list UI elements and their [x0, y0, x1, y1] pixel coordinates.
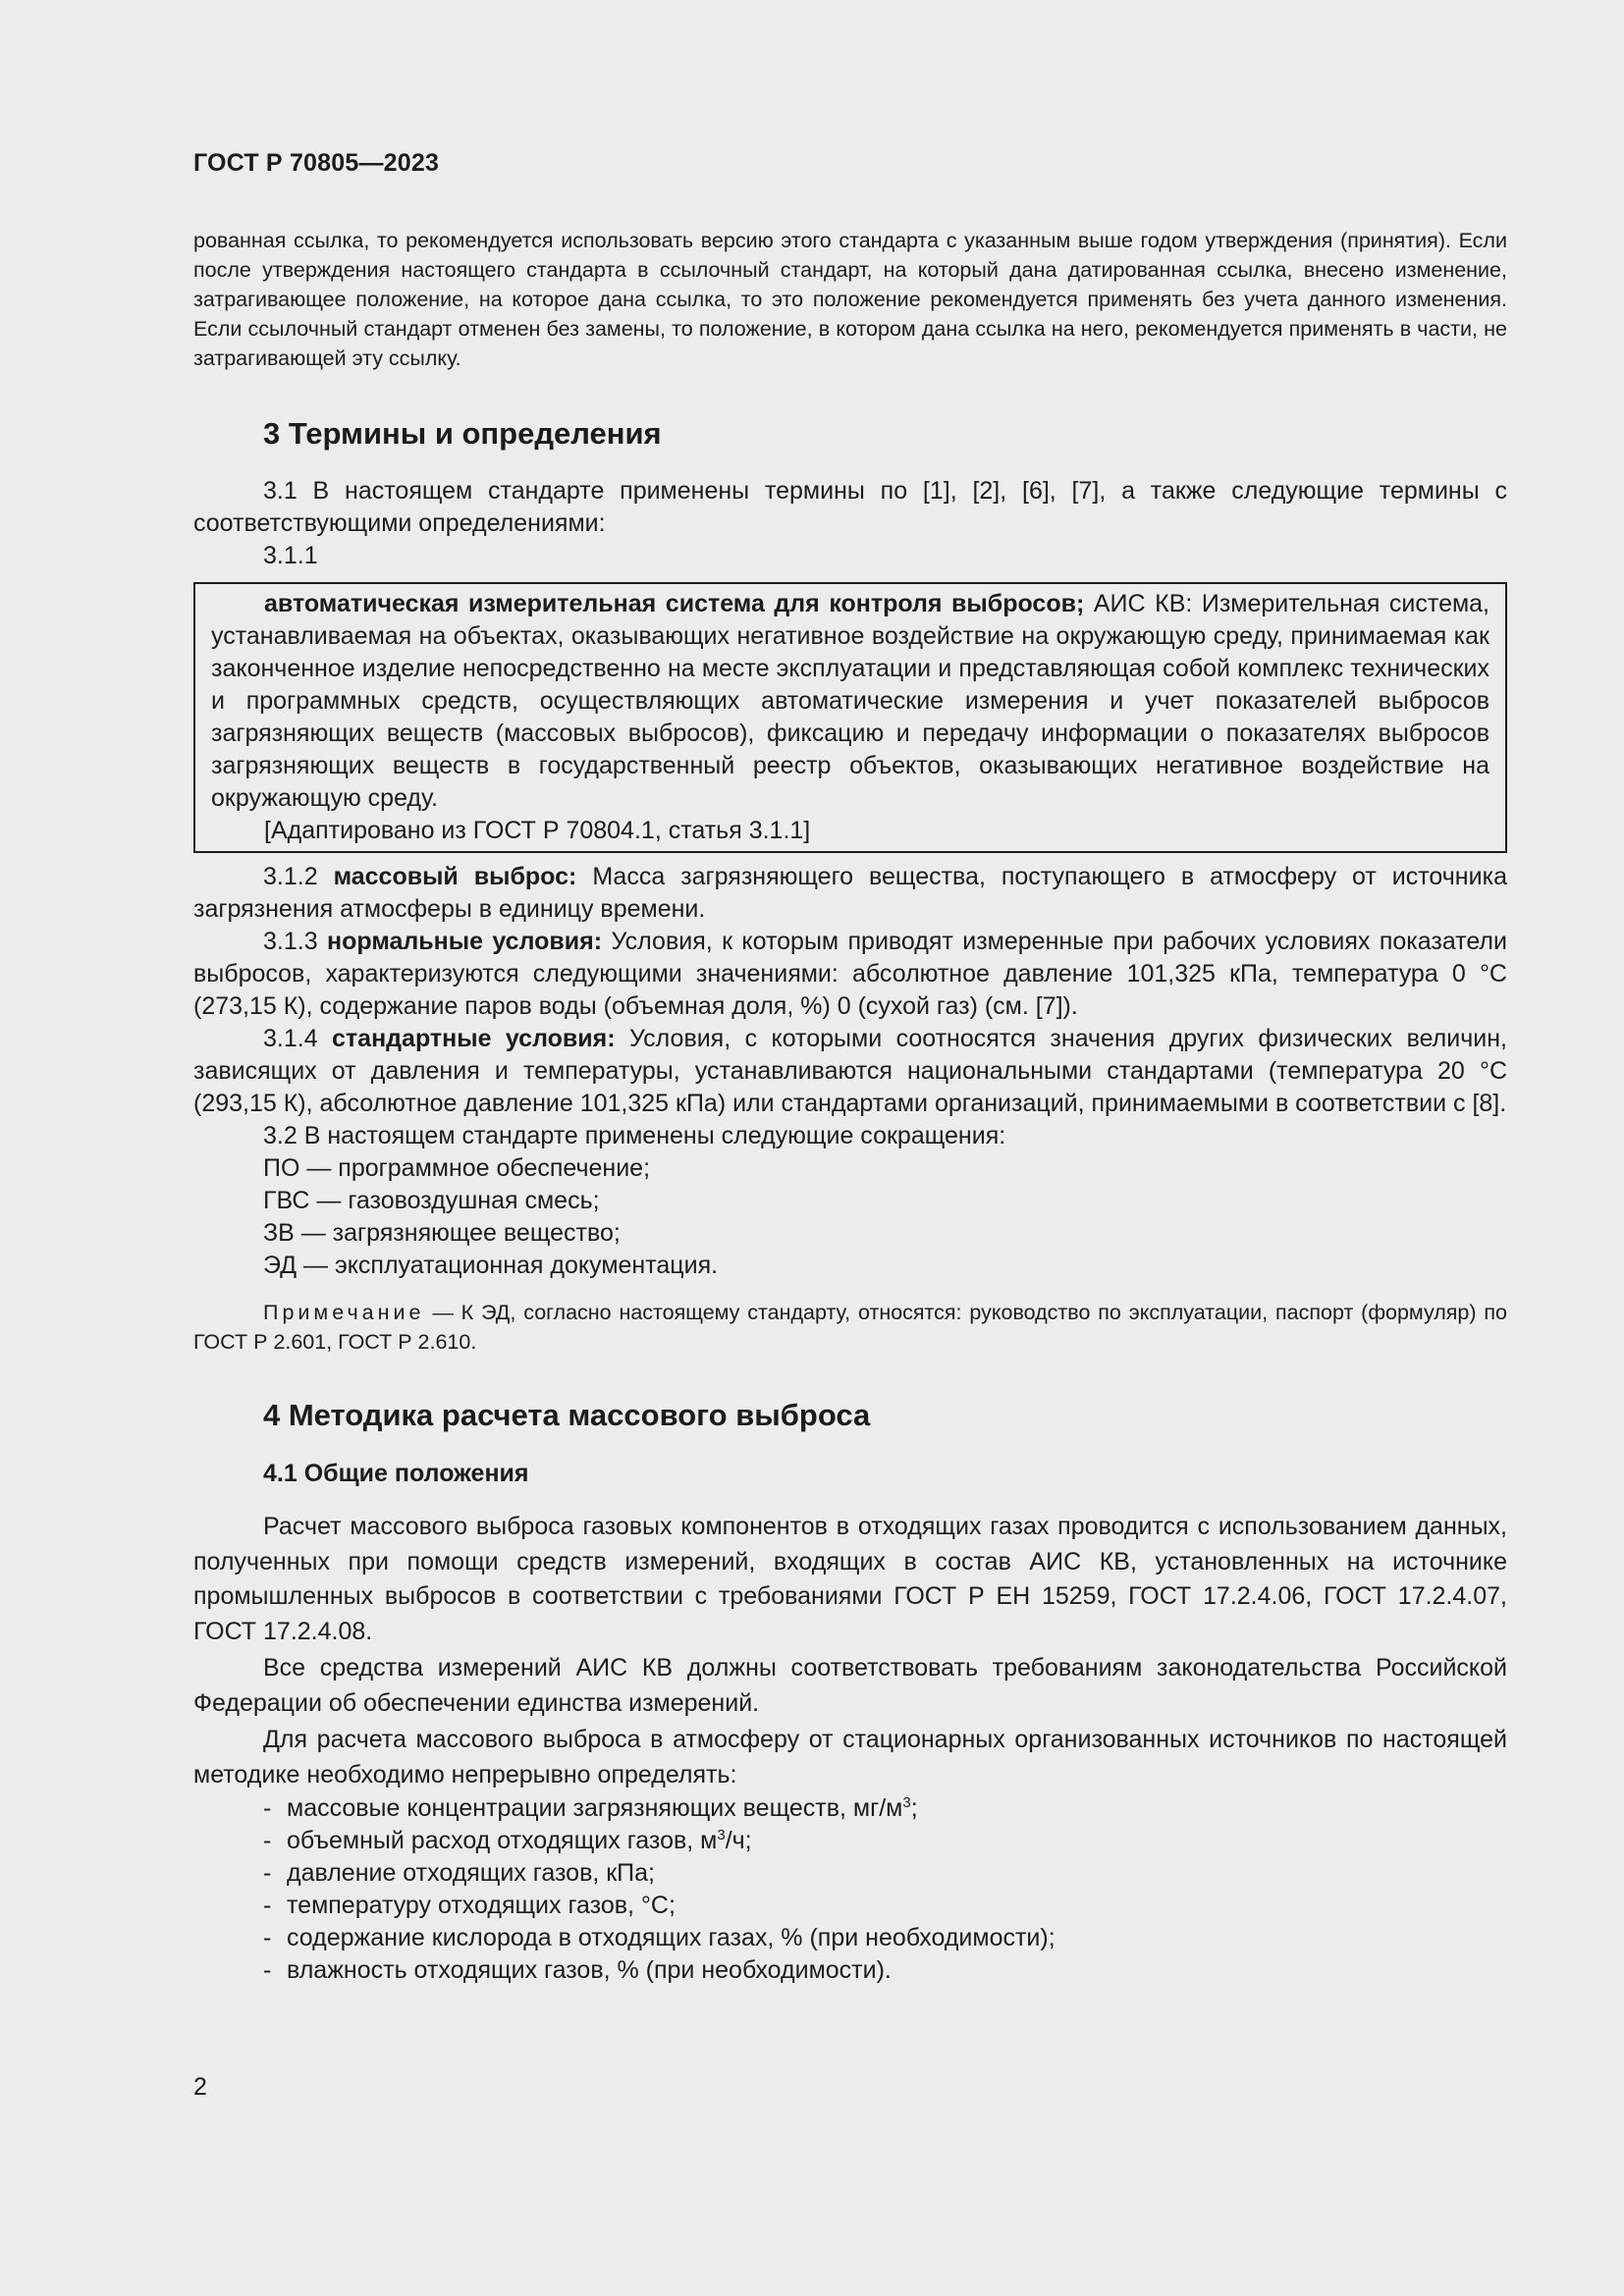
term-normal-conditions: нормальные условия: [327, 928, 603, 955]
paragraph-3-1: 3.1 В настоящем стандарте применены термины по [1], [2], [6], [7], а также следующие термины с соответствующими определениями: [193, 477, 1507, 537]
term-ais-kv: автоматическая измерительная система для контроля выбросов; [264, 590, 1085, 617]
definition-3-1-1 [211, 588, 1489, 815]
subsection-4-1-heading: 4.1 Общие положения [263, 1460, 529, 1487]
list-item [193, 1792, 1507, 1825]
clause-number: 3.1.3 [263, 928, 328, 955]
abbreviation-item: ЗВ — загрязняющее вещество; [263, 1219, 621, 1247]
list-dash: - [263, 1924, 272, 1951]
definition-3-1-3 [193, 926, 1507, 1023]
list-item [193, 1922, 1507, 1954]
definition-box [193, 582, 1507, 853]
definition-text: Условия, к которым приводят измеренные при рабочих условиях показатели выбросов, характеризуются следующими значениями: абсолютное давление 101,325 кПа, температура 0 °С (273,15 К), содержание паров воды (объемная доля, %) 0 (сухой газ) (см. [7]). [193, 928, 1507, 1020]
list-dash: - [263, 1956, 272, 1984]
list-item [193, 1954, 1507, 1987]
list-text-end: ; [910, 1794, 918, 1822]
list-item [193, 1890, 1507, 1922]
list-dash: - [263, 1859, 272, 1887]
intro-paragraph: рованная ссылка, то рекомендуется использовать версию этого стандарта с указанным выше годом утверждения (принятия). Если после утверждения настоящего стандарта в ссылочный стандарт, на который дана датированная ссылка, внесено изменение, затрагивающее положение, на которое дана ссылка, то это положение рекомендуется применять без учета данного изменения. Если ссылочный стандарт отменен без замены, то положение, в котором дана ссылка на него, рекомендуется применять в части, не затрагивающей эту ссылку. [193, 229, 1507, 370]
definition-source: [Адаптировано из ГОСТ Р 70804.1, статья 3.1.1] [264, 817, 811, 844]
definition-text: Условия, с которыми соотносятся значения других физических величин, зависящих от давления и температуры, устанавливаются национальными стандартами (температура 20 °С (293,15 К), абсолютное давление 101,325 кПа) или стандартами организаций, принимаемыми в соответствии с [8]. [193, 1025, 1507, 1117]
definition-3-1-2 [193, 861, 1507, 926]
note-text: — К ЭД, согласно настоящему стандарту, относятся: руководство по эксплуатации, паспорт (формуляр) по ГОСТ Р 2.601, ГОСТ Р 2.610. [193, 1301, 1507, 1354]
abbreviation-item: ЭД — эксплуатационная документация. [263, 1252, 719, 1279]
clause-3-1-1-number: 3.1.1 [263, 542, 318, 569]
list-text: температуру отходящих газов, °С; [287, 1892, 676, 1919]
term-mass-emission: массовый выброс: [333, 863, 577, 890]
section-4-heading: 4 Методика расчета массового выброса [263, 1398, 871, 1432]
paragraph-4-1-2: Все средства измерений АИС КВ должны соответствовать требованиям законодательства Российской Федерации об обеспечении единства измерений. [193, 1654, 1507, 1717]
list-item [193, 1825, 1507, 1857]
term-standard-conditions: стандартные условия: [332, 1025, 616, 1052]
list-text: давление отходящих газов, кПа; [287, 1859, 655, 1887]
list-text: содержание кислорода в отходящих газах, % (при необходимости); [287, 1924, 1056, 1951]
list-dash: - [263, 1827, 272, 1854]
list-dash: - [263, 1892, 272, 1919]
superscript: 3 [902, 1794, 911, 1811]
abbreviation-item: ГВС — газовоздушная смесь; [263, 1187, 600, 1214]
section-3-heading: 3 Термины и определения [263, 416, 662, 451]
note [193, 1298, 1507, 1357]
superscript: 3 [717, 1827, 726, 1843]
definition-3-1-4 [193, 1023, 1507, 1120]
abbreviation-item: ПО — программное обеспечение; [263, 1154, 651, 1182]
list-item [193, 1857, 1507, 1890]
clause-number: 3.1.4 [263, 1025, 333, 1052]
note-label: Примечание [263, 1301, 425, 1324]
list-text: массовые концентрации загрязняющих веществ, мг/м [287, 1794, 903, 1822]
page-content [193, 226, 1507, 1987]
list-text: влажность отходящих газов, % (при необходимости). [287, 1956, 892, 1984]
document-header: ГОСТ Р 70805—2023 [193, 149, 440, 177]
list-dash: - [263, 1794, 272, 1822]
paragraph-3-2: 3.2 В настоящем стандарте применены следующие сокращения: [263, 1122, 1006, 1149]
list-text-end: /ч; [725, 1827, 752, 1854]
paragraph-4-1-3: Для расчета массового выброса в атмосферу от стационарных организованных источников по настоящей методике необходимо непрерывно определять: [193, 1726, 1507, 1789]
definition-text: Масса загрязняющего вещества, поступающего в атмосферу от источника загрязнения атмосферы в единицу времени. [193, 863, 1507, 923]
paragraph-4-1-1: Расчет массового выброса газовых компонентов в отходящих газах проводится с использованием данных, полученных при помощи средств измерений, входящих в состав АИС КВ, установленных на источнике промышленных выбросов в соответствии с требованиями ГОСТ Р ЕН 15259, ГОСТ 17.2.4.06, ГОСТ 17.2.4.07, ГОСТ 17.2.4.08. [193, 1513, 1507, 1645]
definition-3-1-1-text: АИС КВ: Измерительная система, устанавливаемая на объектах, оказывающих негативное воздействие на окружающую среду, принимаемая как законченное изделие непосредственно на месте эксплуатации и представляющая собой комплекс технических и программных средств, осуществляющих автоматические измерения и учет показателей выбросов загрязняющих веществ (массовых выбросов), фиксацию и передачу информации о показателях выбросов загрязняющих веществ в государственный реестр объектов, оказывающих негативное воздействие на окружающую среду. [211, 590, 1490, 812]
clause-number: 3.1.2 [263, 863, 334, 890]
list-text: объемный расход отходящих газов, м [287, 1827, 718, 1854]
page-number: 2 [193, 2073, 207, 2101]
